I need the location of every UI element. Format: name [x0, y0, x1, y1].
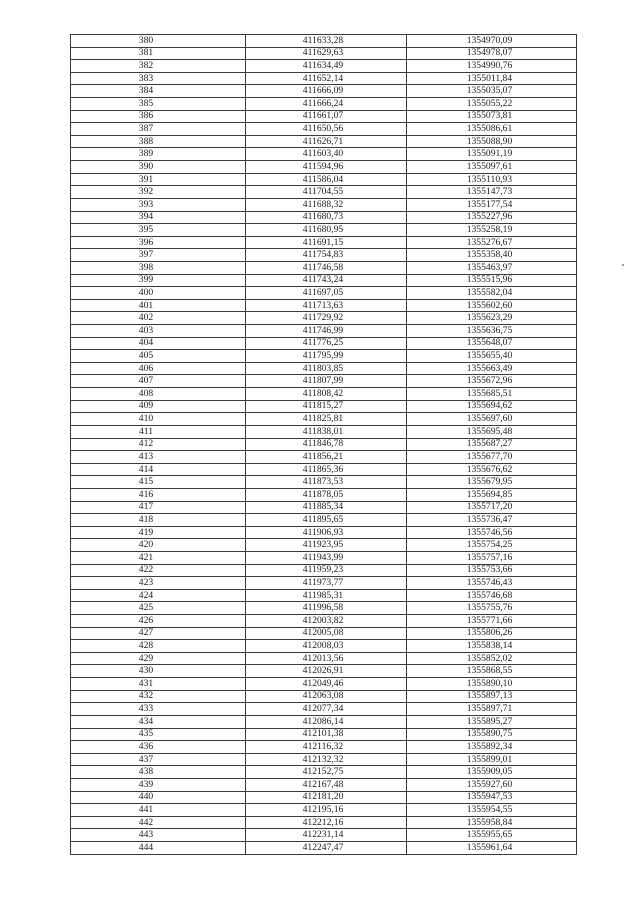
x-coordinate-cell: 412212,16	[246, 816, 407, 829]
point-number-cell: 444	[71, 842, 246, 855]
y-coordinate-cell: 1355753,66	[407, 564, 577, 577]
table-row	[71, 287, 577, 300]
table-row	[71, 413, 577, 426]
y-coordinate-cell: 1355582,04	[407, 287, 577, 300]
x-coordinate-cell: 411626,71	[246, 135, 407, 148]
point-number-cell: 411	[71, 425, 246, 438]
y-coordinate-cell: 1355035,07	[407, 85, 577, 98]
table-row	[71, 425, 577, 438]
table-row	[71, 148, 577, 161]
y-coordinate-cell: 1355755,76	[407, 602, 577, 615]
y-coordinate-cell: 1355897,71	[407, 703, 577, 716]
table-row	[71, 325, 577, 338]
x-coordinate-cell: 411729,92	[246, 312, 407, 325]
point-number-cell: 405	[71, 350, 246, 363]
y-coordinate-cell: 1355947,53	[407, 791, 577, 804]
x-coordinate-cell: 411680,95	[246, 224, 407, 237]
y-coordinate-cell: 1355697,60	[407, 413, 577, 426]
table-row	[71, 72, 577, 85]
table-row	[71, 135, 577, 148]
point-number-cell: 397	[71, 249, 246, 262]
y-coordinate-cell: 1355899,01	[407, 753, 577, 766]
point-number-cell: 388	[71, 135, 246, 148]
y-coordinate-cell: 1355227,96	[407, 211, 577, 224]
x-coordinate-cell: 411973,77	[246, 577, 407, 590]
table-row	[71, 526, 577, 539]
point-number-cell: 413	[71, 451, 246, 464]
point-number-cell: 404	[71, 337, 246, 350]
y-coordinate-cell: 1355177,54	[407, 198, 577, 211]
point-number-cell: 429	[71, 652, 246, 665]
y-coordinate-cell: 1355757,16	[407, 551, 577, 564]
table-row	[71, 438, 577, 451]
x-coordinate-cell: 411743,24	[246, 274, 407, 287]
point-number-cell: 380	[71, 35, 246, 48]
x-coordinate-cell: 412049,46	[246, 678, 407, 691]
point-number-cell: 393	[71, 198, 246, 211]
x-coordinate-cell: 411697,05	[246, 287, 407, 300]
y-coordinate-cell: 1355958,84	[407, 816, 577, 829]
y-coordinate-cell: 1355088,90	[407, 135, 577, 148]
x-coordinate-cell: 411856,21	[246, 451, 407, 464]
x-coordinate-cell: 411666,24	[246, 98, 407, 111]
coordinates-table-body	[71, 35, 577, 855]
x-coordinate-cell: 412086,14	[246, 715, 407, 728]
table-row	[71, 274, 577, 287]
x-coordinate-cell: 411906,93	[246, 526, 407, 539]
y-coordinate-cell: 1355717,20	[407, 501, 577, 514]
y-coordinate-cell: 1355055,22	[407, 98, 577, 111]
y-coordinate-cell: 1355086,61	[407, 123, 577, 136]
x-coordinate-cell: 411629,63	[246, 47, 407, 60]
table-row	[71, 564, 577, 577]
x-coordinate-cell: 411873,53	[246, 476, 407, 489]
table-row	[71, 577, 577, 590]
y-coordinate-cell: 1355890,10	[407, 678, 577, 691]
y-coordinate-cell: 1355515,96	[407, 274, 577, 287]
y-coordinate-cell: 1355687,27	[407, 438, 577, 451]
x-coordinate-cell: 412167,48	[246, 778, 407, 791]
table-row	[71, 602, 577, 615]
point-number-cell: 428	[71, 640, 246, 653]
point-number-cell: 394	[71, 211, 246, 224]
y-coordinate-cell: 1355890,75	[407, 728, 577, 741]
point-number-cell: 398	[71, 261, 246, 274]
y-coordinate-cell: 1355358,40	[407, 249, 577, 262]
x-coordinate-cell: 411650,56	[246, 123, 407, 136]
x-coordinate-cell: 411996,58	[246, 602, 407, 615]
x-coordinate-cell: 412003,82	[246, 615, 407, 628]
y-coordinate-cell: 1354978,07	[407, 47, 577, 60]
table-row	[71, 665, 577, 678]
x-coordinate-cell: 411680,73	[246, 211, 407, 224]
point-number-cell: 432	[71, 690, 246, 703]
table-row	[71, 110, 577, 123]
y-coordinate-cell: 1355955,65	[407, 829, 577, 842]
table-row	[71, 640, 577, 653]
y-coordinate-cell: 1354990,76	[407, 60, 577, 73]
table-row	[71, 98, 577, 111]
y-coordinate-cell: 1354970,09	[407, 35, 577, 48]
y-coordinate-cell: 1355685,51	[407, 388, 577, 401]
table-row	[71, 173, 577, 186]
point-number-cell: 442	[71, 816, 246, 829]
table-row	[71, 388, 577, 401]
x-coordinate-cell: 411754,83	[246, 249, 407, 262]
x-coordinate-cell: 411846,78	[246, 438, 407, 451]
x-coordinate-cell: 411776,25	[246, 337, 407, 350]
point-number-cell: 381	[71, 47, 246, 60]
point-number-cell: 412	[71, 438, 246, 451]
point-number-cell: 389	[71, 148, 246, 161]
table-row	[71, 715, 577, 728]
table-row	[71, 224, 577, 237]
x-coordinate-cell: 412013,56	[246, 652, 407, 665]
table-row	[71, 842, 577, 855]
table-row	[71, 161, 577, 174]
y-coordinate-cell: 1355694,62	[407, 400, 577, 413]
y-coordinate-cell: 1355736,47	[407, 514, 577, 527]
table-row	[71, 451, 577, 464]
y-coordinate-cell: 1355648,07	[407, 337, 577, 350]
point-number-cell: 414	[71, 463, 246, 476]
y-coordinate-cell: 1355258,19	[407, 224, 577, 237]
point-number-cell: 384	[71, 85, 246, 98]
x-coordinate-cell: 411807,99	[246, 375, 407, 388]
table-row	[71, 753, 577, 766]
point-number-cell: 438	[71, 766, 246, 779]
x-coordinate-cell: 412181,20	[246, 791, 407, 804]
x-coordinate-cell: 411666,09	[246, 85, 407, 98]
x-coordinate-cell: 411634,49	[246, 60, 407, 73]
point-number-cell: 408	[71, 388, 246, 401]
point-number-cell: 410	[71, 413, 246, 426]
table-row	[71, 501, 577, 514]
y-coordinate-cell: 1355679,95	[407, 476, 577, 489]
y-coordinate-cell: 1355806,26	[407, 627, 577, 640]
table-row	[71, 539, 577, 552]
table-row	[71, 728, 577, 741]
y-coordinate-cell: 1355636,75	[407, 325, 577, 338]
point-number-cell: 433	[71, 703, 246, 716]
table-row	[71, 337, 577, 350]
table-row	[71, 678, 577, 691]
table-row	[71, 627, 577, 640]
x-coordinate-cell: 412005,08	[246, 627, 407, 640]
point-number-cell: 396	[71, 236, 246, 249]
table-row	[71, 123, 577, 136]
x-coordinate-cell: 412231,14	[246, 829, 407, 842]
table-row	[71, 690, 577, 703]
x-coordinate-cell: 412152,75	[246, 766, 407, 779]
point-number-cell: 441	[71, 804, 246, 817]
y-coordinate-cell: 1355895,27	[407, 715, 577, 728]
point-number-cell: 416	[71, 488, 246, 501]
table-row	[71, 829, 577, 842]
point-number-cell: 435	[71, 728, 246, 741]
y-coordinate-cell: 1355746,43	[407, 577, 577, 590]
x-coordinate-cell: 412063,08	[246, 690, 407, 703]
x-coordinate-cell: 411959,23	[246, 564, 407, 577]
point-number-cell: 421	[71, 551, 246, 564]
x-coordinate-cell: 411885,34	[246, 501, 407, 514]
y-coordinate-cell: 1355091,19	[407, 148, 577, 161]
table-row	[71, 804, 577, 817]
x-coordinate-cell: 411803,85	[246, 362, 407, 375]
table-row	[71, 35, 577, 48]
y-coordinate-cell: 1355746,68	[407, 589, 577, 602]
point-number-cell: 419	[71, 526, 246, 539]
point-number-cell: 422	[71, 564, 246, 577]
y-coordinate-cell: 1355677,70	[407, 451, 577, 464]
point-number-cell: 415	[71, 476, 246, 489]
x-coordinate-cell: 411704,55	[246, 186, 407, 199]
x-coordinate-cell: 411652,14	[246, 72, 407, 85]
table-row	[71, 463, 577, 476]
x-coordinate-cell: 412026,91	[246, 665, 407, 678]
point-number-cell: 399	[71, 274, 246, 287]
point-number-cell: 434	[71, 715, 246, 728]
y-coordinate-cell: 1355276,67	[407, 236, 577, 249]
x-coordinate-cell: 411923,95	[246, 539, 407, 552]
x-coordinate-cell: 411688,32	[246, 198, 407, 211]
x-coordinate-cell: 411985,31	[246, 589, 407, 602]
x-coordinate-cell: 412101,38	[246, 728, 407, 741]
x-coordinate-cell: 411943,99	[246, 551, 407, 564]
point-number-cell: 418	[71, 514, 246, 527]
point-number-cell: 382	[71, 60, 246, 73]
x-coordinate-cell: 411594,96	[246, 161, 407, 174]
table-row	[71, 60, 577, 73]
point-number-cell: 390	[71, 161, 246, 174]
y-coordinate-cell: 1355097,61	[407, 161, 577, 174]
x-coordinate-cell: 412116,32	[246, 741, 407, 754]
table-row	[71, 514, 577, 527]
x-coordinate-cell: 411825,81	[246, 413, 407, 426]
y-coordinate-cell: 1355073,81	[407, 110, 577, 123]
x-coordinate-cell: 411865,36	[246, 463, 407, 476]
x-coordinate-cell: 411815,27	[246, 400, 407, 413]
coordinates-table	[70, 34, 577, 855]
table-row	[71, 47, 577, 60]
table-row	[71, 400, 577, 413]
table-row	[71, 615, 577, 628]
x-coordinate-cell: 411603,40	[246, 148, 407, 161]
x-coordinate-cell: 412247,47	[246, 842, 407, 855]
table-row	[71, 362, 577, 375]
table-row	[71, 249, 577, 262]
point-number-cell: 443	[71, 829, 246, 842]
table-row	[71, 652, 577, 665]
x-coordinate-cell: 411633,28	[246, 35, 407, 48]
y-coordinate-cell: 1355663,49	[407, 362, 577, 375]
y-coordinate-cell: 1355927,60	[407, 778, 577, 791]
y-coordinate-cell: 1355672,96	[407, 375, 577, 388]
table-row	[71, 312, 577, 325]
table-row	[71, 791, 577, 804]
point-number-cell: 424	[71, 589, 246, 602]
table-row	[71, 198, 577, 211]
table-row	[71, 703, 577, 716]
y-coordinate-cell: 1355110,93	[407, 173, 577, 186]
point-number-cell: 437	[71, 753, 246, 766]
y-coordinate-cell: 1355695,48	[407, 425, 577, 438]
y-coordinate-cell: 1355868,55	[407, 665, 577, 678]
point-number-cell: 402	[71, 312, 246, 325]
point-number-cell: 425	[71, 602, 246, 615]
point-number-cell: 417	[71, 501, 246, 514]
y-coordinate-cell: 1355676,62	[407, 463, 577, 476]
y-coordinate-cell: 1355961,64	[407, 842, 577, 855]
table-row	[71, 816, 577, 829]
x-coordinate-cell: 411895,65	[246, 514, 407, 527]
point-number-cell: 420	[71, 539, 246, 552]
table-row	[71, 766, 577, 779]
point-number-cell: 400	[71, 287, 246, 300]
point-number-cell: 427	[71, 627, 246, 640]
table-row	[71, 778, 577, 791]
x-coordinate-cell: 411661,07	[246, 110, 407, 123]
point-number-cell: 423	[71, 577, 246, 590]
table-row	[71, 261, 577, 274]
y-coordinate-cell: 1355011,84	[407, 72, 577, 85]
table-row	[71, 551, 577, 564]
x-coordinate-cell: 411838,01	[246, 425, 407, 438]
table-row	[71, 375, 577, 388]
point-number-cell: 403	[71, 325, 246, 338]
y-coordinate-cell: 1355754,25	[407, 539, 577, 552]
point-number-cell: 426	[71, 615, 246, 628]
x-coordinate-cell: 411795,99	[246, 350, 407, 363]
x-coordinate-cell: 412077,34	[246, 703, 407, 716]
y-coordinate-cell: 1355954,55	[407, 804, 577, 817]
y-coordinate-cell: 1355909,05	[407, 766, 577, 779]
y-coordinate-cell: 1355746,56	[407, 526, 577, 539]
y-coordinate-cell: 1355147,73	[407, 186, 577, 199]
y-coordinate-cell: 1355838,14	[407, 640, 577, 653]
table-row	[71, 741, 577, 754]
x-coordinate-cell: 412132,32	[246, 753, 407, 766]
point-number-cell: 407	[71, 375, 246, 388]
y-coordinate-cell: 1355852,02	[407, 652, 577, 665]
point-number-cell: 406	[71, 362, 246, 375]
table-row	[71, 488, 577, 501]
point-number-cell: 436	[71, 741, 246, 754]
x-coordinate-cell: 411808,42	[246, 388, 407, 401]
table-row	[71, 186, 577, 199]
x-coordinate-cell: 411746,58	[246, 261, 407, 274]
x-coordinate-cell: 412195,16	[246, 804, 407, 817]
point-number-cell: 430	[71, 665, 246, 678]
table-row	[71, 236, 577, 249]
point-number-cell: 409	[71, 400, 246, 413]
point-number-cell: 440	[71, 791, 246, 804]
point-number-cell: 391	[71, 173, 246, 186]
point-number-cell: 385	[71, 98, 246, 111]
table-row	[71, 299, 577, 312]
y-coordinate-cell: 1355623,29	[407, 312, 577, 325]
point-number-cell: 439	[71, 778, 246, 791]
y-coordinate-cell: 1355655,40	[407, 350, 577, 363]
table-row	[71, 85, 577, 98]
x-coordinate-cell: 411586,04	[246, 173, 407, 186]
x-coordinate-cell: 411746,99	[246, 325, 407, 338]
point-number-cell: 431	[71, 678, 246, 691]
point-number-cell: 401	[71, 299, 246, 312]
y-coordinate-cell: 1355771,66	[407, 615, 577, 628]
point-number-cell: 395	[71, 224, 246, 237]
y-coordinate-cell: 1355897,13	[407, 690, 577, 703]
table-row	[71, 211, 577, 224]
point-number-cell: 387	[71, 123, 246, 136]
point-number-cell: 386	[71, 110, 246, 123]
x-coordinate-cell: 412008,03	[246, 640, 407, 653]
scan-speck	[622, 264, 624, 266]
table-row	[71, 589, 577, 602]
x-coordinate-cell: 411691,15	[246, 236, 407, 249]
point-number-cell: 392	[71, 186, 246, 199]
point-number-cell: 383	[71, 72, 246, 85]
table-row	[71, 350, 577, 363]
table-row	[71, 476, 577, 489]
y-coordinate-cell: 1355463,97	[407, 261, 577, 274]
x-coordinate-cell: 411713,63	[246, 299, 407, 312]
x-coordinate-cell: 411878,05	[246, 488, 407, 501]
y-coordinate-cell: 1355694,85	[407, 488, 577, 501]
y-coordinate-cell: 1355602,60	[407, 299, 577, 312]
y-coordinate-cell: 1355892,34	[407, 741, 577, 754]
